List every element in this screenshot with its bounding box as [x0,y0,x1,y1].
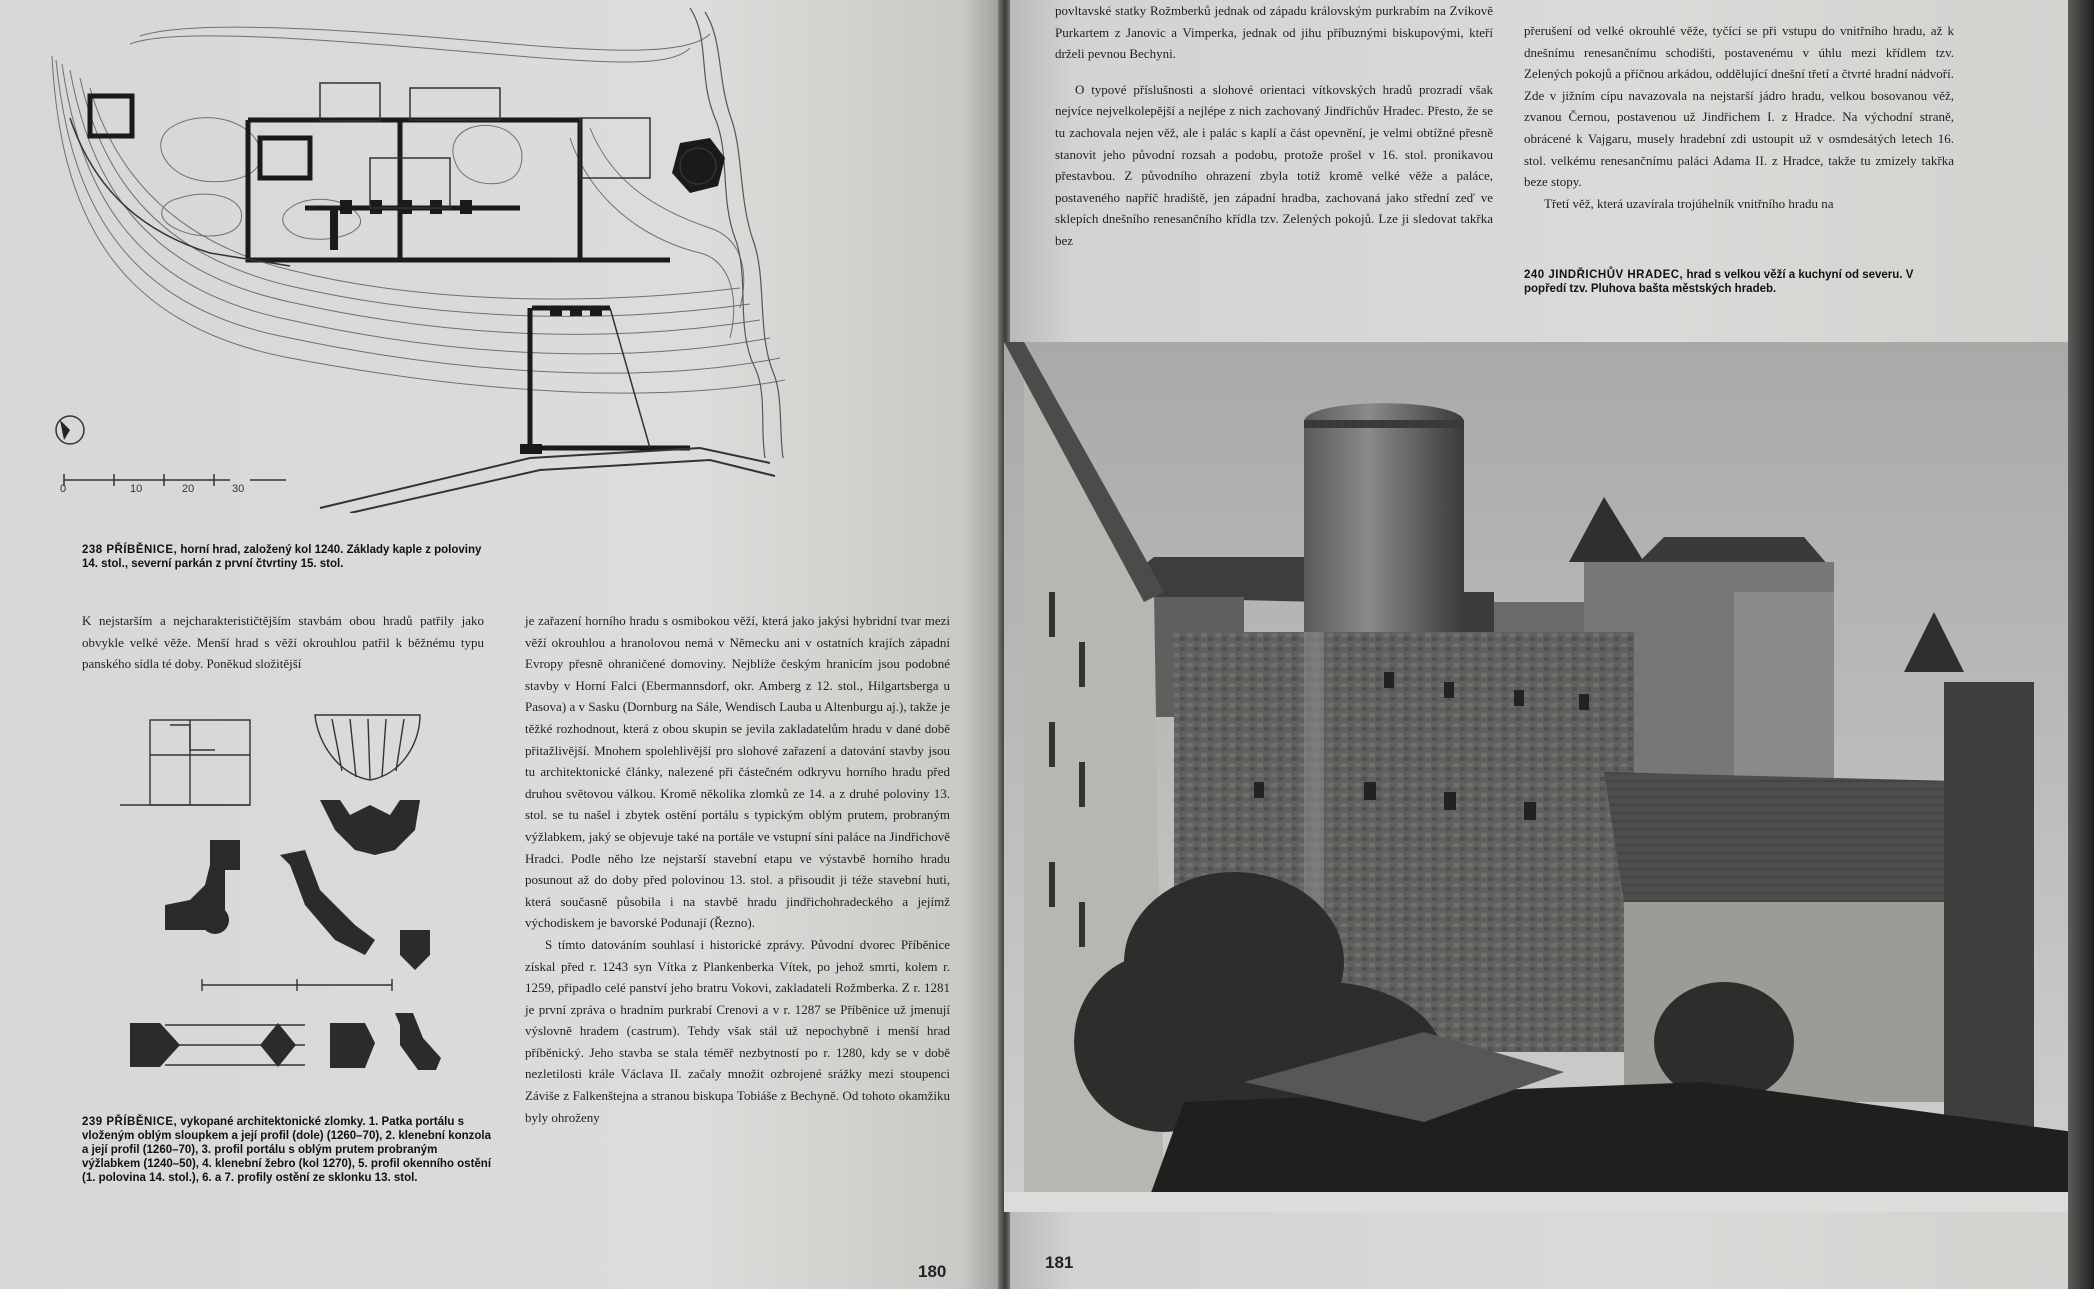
left-column-2 [525,610,950,1128]
page-number-180: 180 [918,1262,947,1281]
right-page [1010,0,2070,1289]
page-number-181: 181 [1045,1253,1074,1272]
next-page-edge [2068,0,2094,1289]
scale-label-20: 20 [182,483,195,495]
plan-caption [82,543,482,571]
fragments-caption-title: 239 PŘÍBĚNICE, [82,1116,178,1128]
plan-caption-title: 238 PŘÍBĚNICE, [82,544,178,556]
photo-caption [1524,268,1944,296]
right-column-2 [1524,20,1954,214]
right-column-1-paragraph-2: O typové příslušnosti a slohové orientaci vítkovských hradů prozradí však nejvíce nejvelkolepější a nejlépe z nich zachovaný Jindřichův Hradec. Přesto, že se tu zachovala nejen věž, ale i palác s kaplí a část opevnění, je velmi obtížné přesně stanovit jeho původní rozsah a podobu, protože prošel v 16. stol. pronikavou přestavbou. Z původního ohrazení zbyla totiž kromě velké věže a paláce, postaveného napříč hradiště, jen západní hradba, zachovaná jako střední zeď ve sklepích dnešního renesančního křídla tzv. Zelených pokojů. Lze ji sledovat takřka bez [1055,81,1493,248]
castle-plan-drawing [50,8,980,513]
architectural-fragments-drawing [120,705,480,1095]
right-column-2-paragraph-2: Třetí věž, která uzavírala trojúhelník vnitřního hradu na [1544,195,1834,211]
scale-label-0: 0 [60,483,67,495]
left-column-2-paragraph-2: S tímto datováním souhlasí i historické zprávy. Původní dvorec Příběnice získal před r. 1243 syn Vítka z Plankenberka Vítek, po jehož smrti, kolem r. 1259, připadlo celé panství jeho bratru Vokovi, zakladateli Rožmberka. Z r. 1281 je první zpráva o hradním purkrabí Crenovi a v r. 1287 se Příběnice už jmenují výslovně hradem (castrum). Tehdy však stál už nepochybně i menší hrad příběnický. Jeho stavba se stala téměř nezbytností po r. 1280, kdy se v době nezletilosti krále Václava II. začaly množit ozbrojené srážky mezi stoupenci Záviše z Falkenštejna a stranou biskupa Tobiáše z Bechyně. Od tohoto okamžiku byly ohroženy [525,936,950,1125]
right-column-1-paragraph-1: povltavské statky Rožmberků jednak od západu královským purkrabím na Zvíkově Purkartem z Janovic a Vimperka, jednak od jihu příbuznými biskupovými, kteří drželi pevnou Bechyni. [1055,3,1493,62]
fragments-caption [82,1115,492,1185]
castle-photograph [1004,342,2074,1212]
left-column-2-paragraph-1: je zařazení horního hradu s osmibokou věží, která jako jakýsi hybridní tvar mezi věží okrouhlou a hranolovou nemá v Německu ani v ostatních krajích západní Evropy přesně ohraničené domoviny. Nejblíže českým hranicím jsou podobné stavby v Horní Falci (Ebermannsdorf, okr. Amberg z 12. stol., Hilgartsberga u Pasova) a v Sasku (Dornburg na Sále, Wendisch Lauba u Altenburgu aj.), takže je těžké rozhodnout, která z obou skupin se jevila zakladatelům hradu v dané době přitažlivější. Mnohem spolehlivější pro slohové zařazení a datování stavby jsou tu architektonické články, nalezené při částečném odkryvu horního hradu před druhou světovou válkou. Kromě několika zlomků ze 14. a z druhé poloviny 13. stol. se tu našel i zbytek ostění portálu s typickým oblým prutem, probraným výžlabkem, jaký se objevuje také na portále ve vstupní síni paláce na Jindřichově Hradci. Podle něho lze nejstarší stavební etapu ve výstavbě horního hradu posunout až do doby před polovinou 13. stol. a přisoudit ji téže stavební huti, která současně působila i na stavbě hradu jindřichohradeckého a jejímž východiskem je bavorské Podunají (Řezno). [525,613,950,931]
right-column-1 [1055,0,1493,252]
right-column-2-paragraph-1: přerušení od velké okrouhlé věže, tyčící se při vstupu do vnitřního hradu, až k dnešnímu renesančnímu schodišti, postavenému v úhlu mezi křídlem tzv. Zelených pokojů a příčnou arkádou, oddělující dnešní třetí a čtvrté hradní nádvoří. Zde v jižním cípu navazovala na nejstarší jádro hradu, velkou bosovanou věž, zvanou Černou, postavenou už Jindřichem I. z Hradce. Na východní straně, obrácené k Vajgaru, musely hradební zdi ustoupit už v osmdesátých letech 16. stol. velkému renesančnímu paláci Adama II. z Hradce, takže tu zmizely takřka beze stopy. [1524,23,1954,190]
plan-caption-text: horní hrad, založený kol 1240. Základy kaple z poloviny 14. stol., severní parkán z první čtvrtiny 15. stol. [82,544,482,570]
photo-caption-title: 240 JINDŘICHŮV HRADEC, [1524,269,1684,281]
north-arrow-icon [56,416,84,444]
left-page [0,0,1002,1289]
scale-label-10: 10 [130,483,143,495]
photo-caption-text: hrad s velkou věží a kuchyní od severu. V popředí tzv. Pluhova bašta městských hradeb. [1524,269,1914,295]
left-column-1-text: K nejstarším a nejcharakterističtějším stavbám obou hradů patřily jako obvykle velké věže. Menší hrad s věží okrouhlou patřil k běžnému typu panského sídla té doby. Poněkud složitější [82,613,484,672]
scale-bar [64,474,286,486]
fragments-caption-text: vykopané architektonické zlomky. 1. Patka portálu s vloženým oblým sloupkem a její profil (dole) (1260–70), 2. klenební konzola a její profil (1260–70), 3. profil portálu s oblým prutem probraným výžlabkem (1240–50), 4. klenební žebro (kol 1270), 5. profil okenního ostění (1. polovina 14. stol.), 6. a 7. profily ostění ze sklonku 13. stol. [82,1116,492,1184]
scale-label-30: 30 [232,483,245,495]
